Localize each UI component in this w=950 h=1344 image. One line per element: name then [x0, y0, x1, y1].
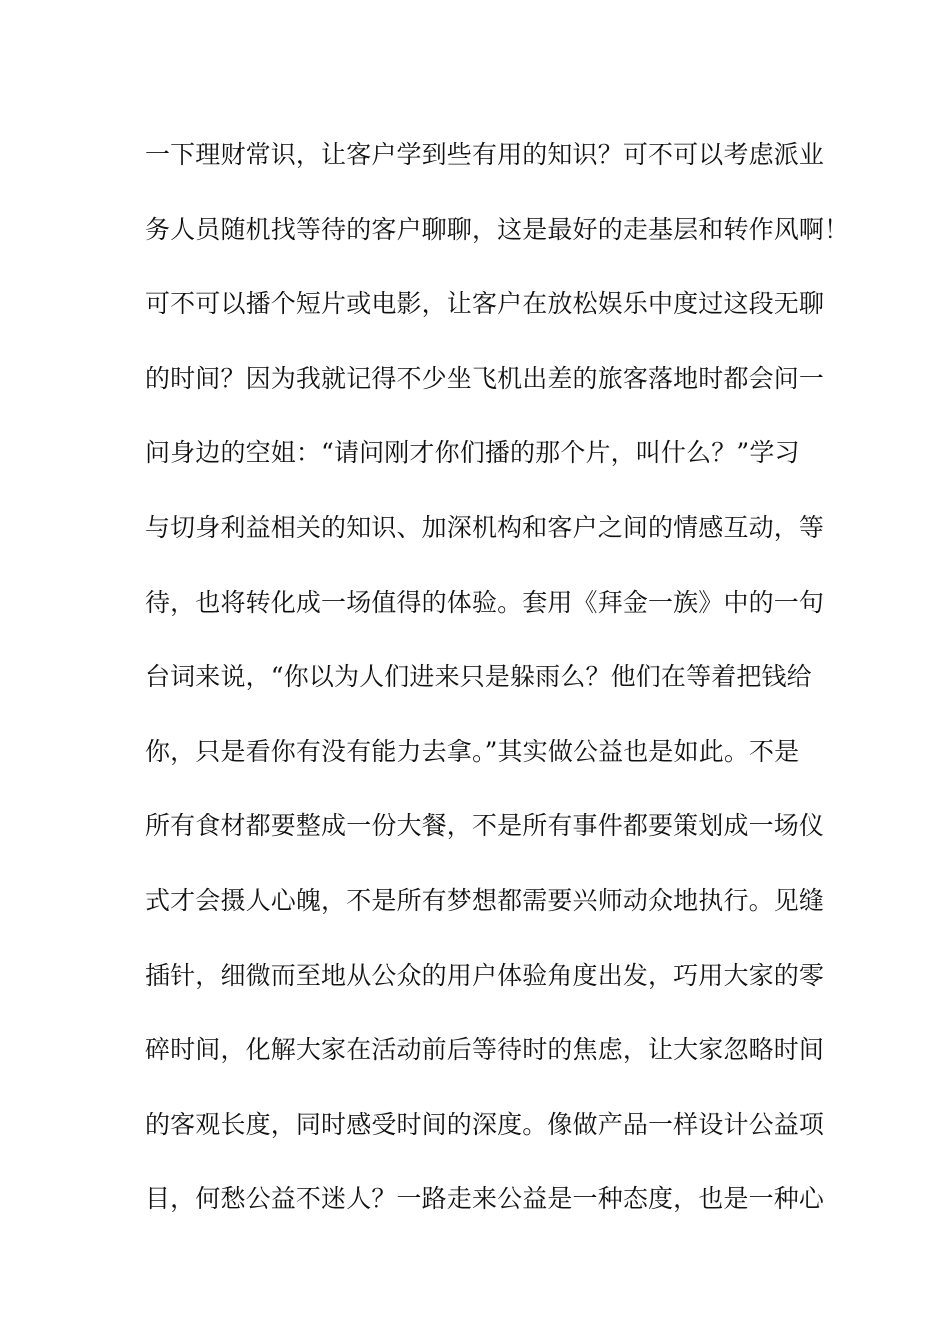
text-line: 可不可以播个短片或电影，让客户在放松娱乐中度过这段无聊 — [145, 289, 825, 319]
text-line: 插针，细微而至地从公众的用户体验角度出发，巧用大家的零 — [145, 960, 825, 990]
body-text — [145, 133, 850, 1252]
text-line: 目，何愁公益不迷人？一路走来公益是一种态度，也是一种心 — [145, 1184, 825, 1214]
text-line: 碎时间，化解大家在活动前后等待时的焦虑，让大家忽略时间 — [145, 1035, 825, 1065]
text-line: 式才会摄人心魄，不是所有梦想都需要兴师动众地执行。见缝 — [145, 885, 825, 915]
text-line: 与切身利益相关的知识、加深机构和客户之间的情感互动，等 — [145, 512, 825, 542]
text-line: 问身边的空姐：“请问刚才你们播的那个片，叫什么？”学习 — [145, 438, 800, 468]
text-line: 务人员随机找等待的客户聊聊，这是最好的走基层和转作风啊！ — [145, 214, 850, 244]
text-line: 的时间？因为我就记得不少坐飞机出差的旅客落地时都会问一 — [145, 363, 825, 393]
text-line: 台词来说，“你以为人们进来只是躲雨么？他们在等着把钱给 — [145, 662, 812, 692]
text-line: 待，也将转化成一场值得的体验。套用《拜金一族》中的一句 — [145, 587, 825, 617]
text-line: 的客观长度，同时感受时间的深度。像做产品一样设计公益项 — [145, 1109, 825, 1139]
text-line: 你，只是看你有没有能力去拿。”其实做公益也是如此。不是 — [145, 736, 800, 766]
text-line: 所有食材都要整成一份大餐，不是所有事件都要策划成一场仪 — [145, 811, 825, 841]
text-line: 一下理财常识，让客户学到些有用的知识？可不可以考虑派业 — [145, 140, 825, 169]
